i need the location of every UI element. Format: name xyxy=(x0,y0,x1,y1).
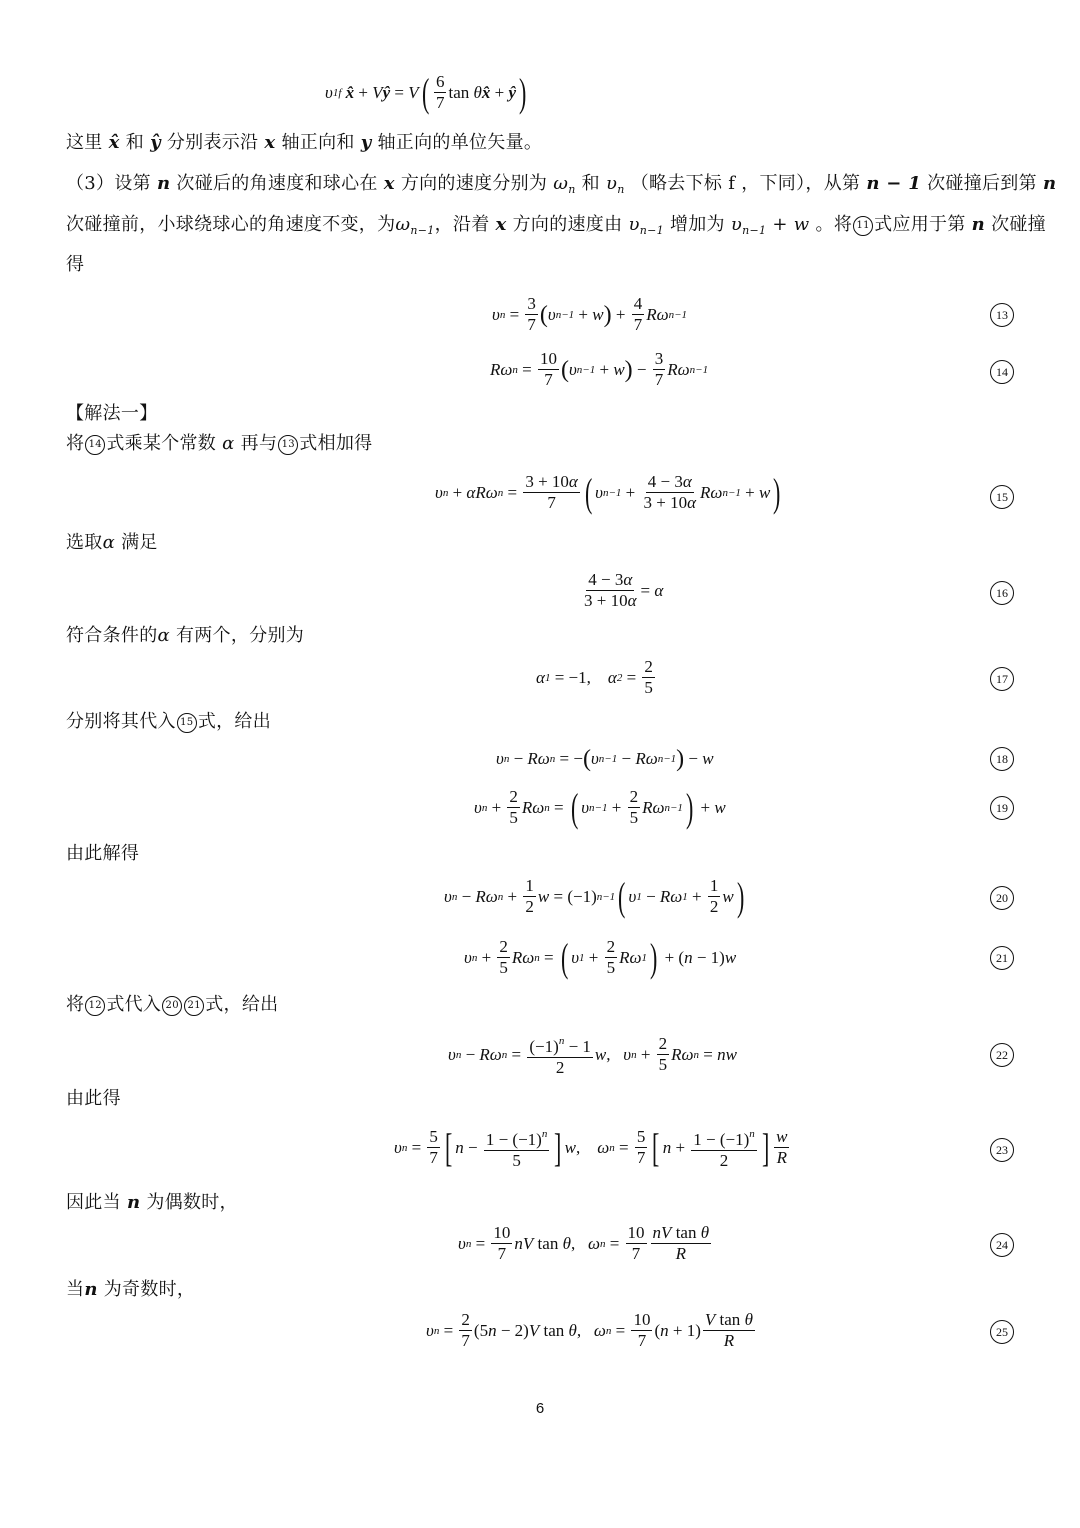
equation-18: υ n − Rω n = − ( υ n−1 − Rω n−1 ) − w xyxy=(496,746,714,772)
ref-11: 11 xyxy=(853,216,873,236)
ref-12: 12 xyxy=(85,996,105,1016)
equation-tag-23: 23 xyxy=(990,1138,1014,1162)
ref-14: 14 xyxy=(85,435,105,455)
paragraph-part3-line1: （3）设第 n 次碰后的角速度和球心在 x 方向的速度分别为 $\omega_n$ 和 $\upsilon_n$ （略去下标 f ，下同），从第 n − 1 次碰撞后到第 n xyxy=(66,173,1057,196)
equation-21: υ n + $\frac{2}{5}$ Rω n = ( υ 1 + $\frac{2}{5}$ Rω 1 ) + ( n − 1) w xyxy=(464,934,737,980)
page-number: 6 xyxy=(535,1400,545,1417)
equation-tag-24: 24 xyxy=(990,1233,1014,1257)
equation-24: υ n = $\frac{10}{7}$ nV tan θ , ω n = $\frac{10}{7}$ $\frac{\text{nV tan θ}}{R}$ xyxy=(458,1223,710,1263)
equation-23: υ n = $\frac{5}{7}$ [ n − $\frac{1 - (-1)^n}{5}$ ] w , ω n = $\frac{5}{7}$ [ n + $\frac{1 - (-1)^n}{2}$ ] $\frac{w}{R}$ xyxy=(394,1124,788,1170)
method-heading: 【解法一】 xyxy=(66,403,158,424)
equation-tag-18: 18 xyxy=(990,747,1014,771)
paragraph-substitute: 分别将其代入 15 式，给出 xyxy=(66,711,272,732)
equation-tag-13: 13 xyxy=(990,303,1014,327)
equation-15: υ n + αRω n = $\frac{3 + 10\alpha}{7}$ ( υ n−1 + $\frac{4 - 3\alpha}{3 + 10\alpha}$ Rω n−1 + w ) xyxy=(435,469,781,515)
equation-19: υ n + $\frac{2}{5}$ Rω n = ( υ n−1 + $\frac{2}{5}$ Rω n−1 ) + w xyxy=(474,784,726,830)
equation-22: υ n − Rω n = $\frac{(-1)^n - 1}{2}$ w , υ n + $\frac{2}{5}$ Rω n = nw xyxy=(448,1031,737,1078)
paragraph-solve: 由此解得 xyxy=(66,843,140,864)
equation-14: Rω n = $\frac{10}{7}$ ( υ n−1 + w ) − $\frac{3}{7}$ Rω n−1 xyxy=(490,349,709,389)
ref-20: 20 xyxy=(162,996,182,1016)
paragraph-two-alphas: 符合条件的α 有两个，分别为 xyxy=(66,625,305,646)
paragraph-multiply: 将 14 式乘某个常数 α 再与 13 式相加得 xyxy=(66,433,373,454)
equation-tag-14: 14 xyxy=(990,360,1014,384)
equation-17: α 1 = −1, α 2 = $\frac{2}{5}$ xyxy=(536,657,653,697)
ref-21: 21 xyxy=(184,996,204,1016)
paragraph-odd: 当n 为奇数时， xyxy=(66,1279,196,1300)
equation-top: υ 1f x̂ + V ŷ = V ( $\frac{6}{7}$ tan θ x̂ + ŷ ) xyxy=(325,69,527,115)
paragraph-unit-vectors: 这里 x̂ 和 ŷ 分别表示沿 x 轴正向和 y 轴正向的单位矢量。 xyxy=(66,132,543,153)
paragraph-part3-line3: 得 xyxy=(66,254,85,275)
equation-25: υ n = $\frac{2}{7}$ (5 n − 2) V tan θ , ω n = $\frac{10}{7}$ ( n + 1) $\frac{\text{V tan θ}}{R}$ xyxy=(426,1310,753,1350)
ref-15: 15 xyxy=(177,713,197,733)
equation-tag-16: 16 xyxy=(990,581,1014,605)
equation-tag-17: 17 xyxy=(990,667,1014,691)
equation-tag-15: 15 xyxy=(990,485,1014,509)
equation-tag-25: 25 xyxy=(990,1320,1014,1344)
ref-13: 13 xyxy=(278,435,298,455)
equation-20: υ n − Rω n + $\frac{1}{2}$ w = (−1) n−1 ( υ 1 − Rω 1 + $\frac{1}{2}$ w ) xyxy=(444,873,745,919)
equation-tag-19: 19 xyxy=(990,796,1014,820)
equation-tag-20: 20 xyxy=(990,886,1014,910)
paragraph-even: 因此当 n 为偶数时， xyxy=(66,1192,238,1213)
equation-tag-22: 22 xyxy=(990,1043,1014,1067)
paragraph-choose: 选取α 满足 xyxy=(66,532,158,553)
paragraph-part3-line2: 次碰撞前，小球绕球心的角速度不变，为$\omega_{n-1}$，沿着 x 方向的速度由 $\upsilon_{n-1}$ 增加为 $\upsilon_{n-1} + w$ 。将 11 式应用于第 n 次碰撞 xyxy=(66,214,1046,237)
equation-13: υ n = $\frac{3}{7}$ ( υ n−1 + w ) + $\frac{4}{7}$ Rω n−1 xyxy=(492,294,688,334)
paragraph-substitute-12: 将 12 式代入 20 21 式，给出 xyxy=(66,994,279,1015)
equation-tag-21: 21 xyxy=(990,946,1014,970)
paragraph-hence: 由此得 xyxy=(66,1088,121,1109)
equation-16: $\frac{4 - 3\alpha}{3 + 10\alpha}$ = α xyxy=(584,570,664,610)
